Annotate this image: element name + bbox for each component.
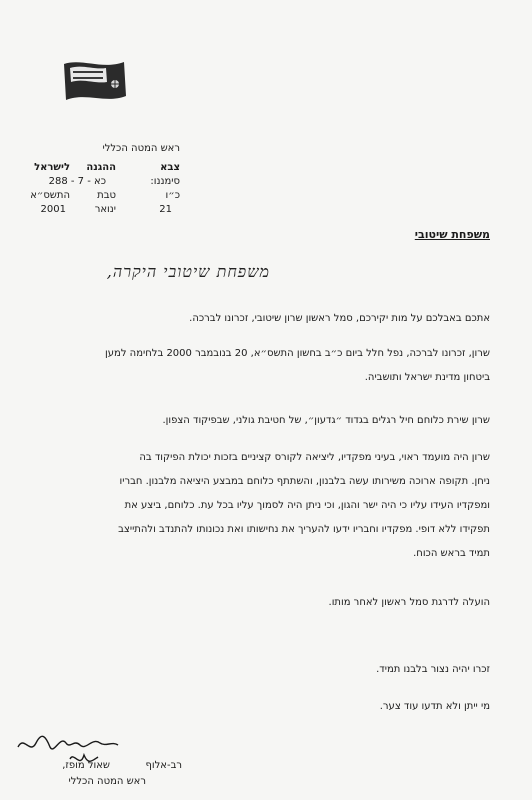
paragraph-promotion: הועלה לדרגת סמל ראשון לאחר מותו. <box>328 597 490 608</box>
idf-flag-emblem <box>60 56 130 108</box>
handwritten-salutation: משפחת שיטובי היקרה, <box>106 262 270 281</box>
org-name-word2: ההגנה <box>86 162 116 173</box>
gregorian-date-day: 21 <box>159 204 172 215</box>
paragraph-character-line4: תפקידו ללא דופי. מפקדיו וחבריו ידעו להעריך את נחישותו ואת נכונותו להתנדב ולהתייצב <box>118 524 490 535</box>
paragraph-fallen-line1: שרון, זכרונו לברכה, נפל חלל ביום כ״ב בחשון התשס״א, 20 בנובמבר 2000 בלחימה למען <box>105 348 490 359</box>
signatory-name: שאול מופז, <box>62 760 110 771</box>
paragraph-remembrance: זכרו יהיה נצור בלבנו תמיד. <box>376 664 490 675</box>
recipient-line: משפחת שיטובי <box>414 228 490 241</box>
paragraph-character-line1: שרון היה מועמד ראוי, בעיני מפקדיו, ליציאה לקורס קציניים בזכות יכולת הפיקוד בה <box>139 452 490 463</box>
hebrew-date-year: התשס״א <box>30 190 70 201</box>
paragraph-character-line3: ומפקדיו העידו עליו כי היה ישר והגון, וכי ניתן היה לסמוך עליו בכל עת. כלוחם, ביצע את <box>124 500 490 511</box>
paragraph-closing-wish: מי ייתן ולא תדעו עוד צער. <box>379 701 490 712</box>
reference-label: סימננו: <box>150 176 180 187</box>
org-name-word3: לישראל <box>34 162 70 173</box>
paragraph-service: שרון שירת כלוחם חיל רגלים בגדוד ״גדעון״, של חטיבת גולני, שבפיקוד הצפון. <box>162 415 490 426</box>
gregorian-date-year: 2001 <box>40 204 66 215</box>
hebrew-date-day: כ״ו <box>165 190 180 201</box>
org-name-word1: צבא <box>160 162 180 173</box>
paragraph-character-line5: תמיד בראש הכוח. <box>413 548 490 559</box>
signatory-title: ראש המטה הכללי <box>68 776 146 787</box>
reference-number: כא - 7 - 288 <box>48 176 106 187</box>
gregorian-date-month: ינואר <box>94 204 116 215</box>
hebrew-date-month: טבת <box>97 190 116 201</box>
paragraph-character-line2: ניחן. תקופה ארוכה משירותו עשה בלבנון, והשתתף כלוחם במבצע היציאה מלבנון. חבריו <box>119 476 490 487</box>
paragraph-fallen-line2: ביטחון מדינת ישראל ותושביה. <box>364 372 490 383</box>
office-title: ראש המטה הכללי <box>102 143 180 154</box>
paragraph-condolence: אתכם באבלכם על מות יקירכם, סמל ראשון שרון שיטובי, זכרונו לברכה. <box>189 313 490 324</box>
signatory-rank: רב-אלוף <box>145 760 182 771</box>
